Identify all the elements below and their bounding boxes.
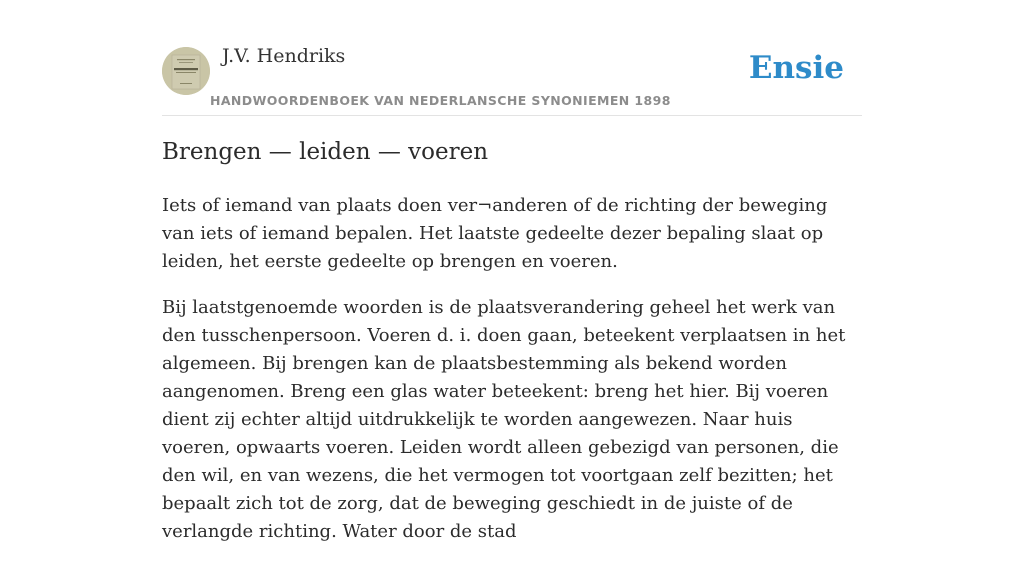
brand-logo[interactable]: Ensie [748, 50, 844, 86]
paragraph: Iets of iemand van plaats doen ver¬anderen of de richting der beweging van iets of iemand bepalen. Het laatste gedeelte dezer bepaling slaat op leiden, het eerste gedeelte op brengen en voeren. [162, 195, 828, 272]
paragraph: Bij laatstgenoemde woorden is de plaatsverandering geheel het werk van den tusschenpersoon. Voeren d. i. doen gaan, beteekent verplaatsen in het algemeen. Bij brengen kan de plaatsbestemming als bekend worden aangenomen. Breng een glas water beteekent: breng het hier. Bij voeren dient zij echter altijd uitdrukkelijk te worden aangewezen. Naar huis voeren, opwaarts voeren. Leiden wordt alleen gebezigd van personen, die den wil, en van wezens, die het vermogen tot voortgaan zelf bezitten; het bepaalt zich tot de zorg, dat de beweging geschiedt in de juiste of de verlangde richting. Water door de stad [162, 297, 846, 542]
book-cover-icon [162, 47, 210, 95]
avatar[interactable] [162, 47, 210, 95]
article-body [162, 192, 862, 564]
source-title[interactable]: HANDWOORDENBOEK VAN NEDERLANSCHE SYNONIEMEN 1898 [210, 93, 671, 108]
page-title: Brengen — leiden — voeren [162, 139, 489, 165]
author-name[interactable]: J.V. Hendriks [222, 45, 346, 67]
divider [162, 115, 862, 116]
